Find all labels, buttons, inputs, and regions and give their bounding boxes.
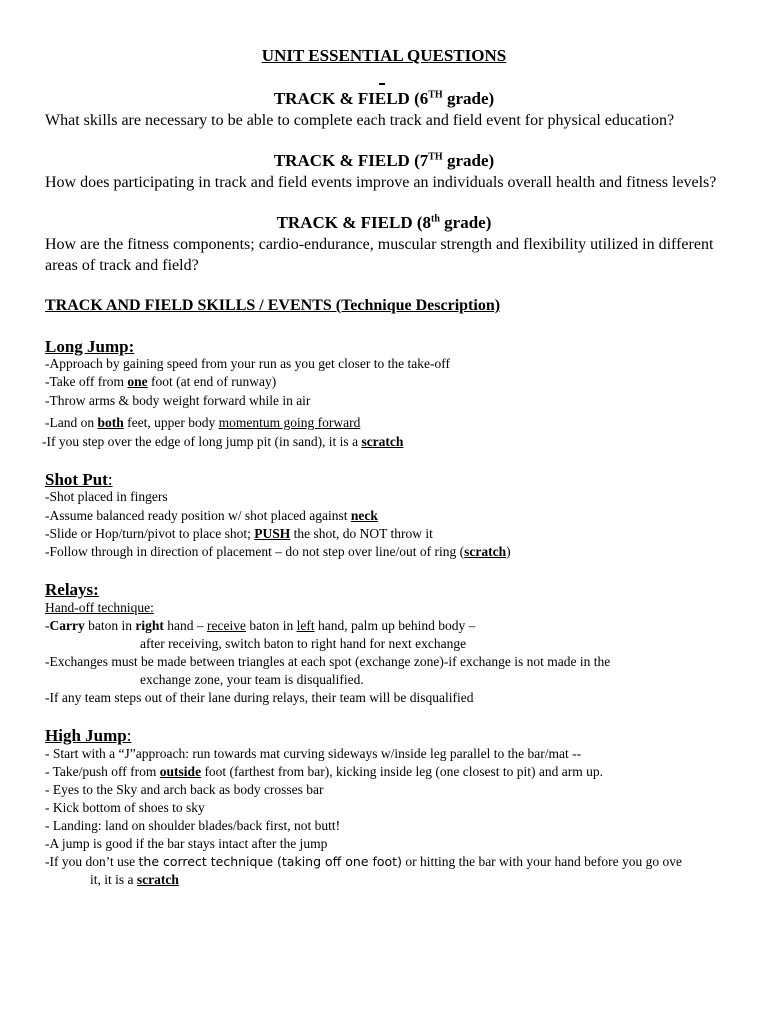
title-colon: : <box>126 726 132 745</box>
grade-7-question: How does participating in track and field events improve an individuals overall health and fitness levels? <box>45 174 717 191</box>
text-segment: foot (farthest from bar), kicking inside leg (one closest to pit) and arm up. <box>201 764 603 779</box>
skills-section-title: TRACK AND FIELD SKILLS / EVENTS (Technique Description) <box>45 297 501 314</box>
text-segment: -Follow through in direction of placement – do not step over line/out of ring ( <box>45 544 465 559</box>
relays-line-5: -If any team steps out of their lane during relays, their team will be disqualified <box>45 690 474 705</box>
shot-put-title <box>45 470 113 490</box>
text-segment: feet, upper body <box>123 415 219 430</box>
grade-6-heading-suffix: grade) <box>442 89 495 108</box>
grade-8-heading-suffix: grade) <box>439 213 492 232</box>
emphasis-text: scratch <box>464 544 507 559</box>
shot-put-line-4 <box>45 543 511 561</box>
text-segment: - Take/push off from <box>45 764 160 779</box>
underlined-text: left <box>296 618 315 633</box>
text-segment: -If you step over the edge of long jump pit (in sand), it is a <box>42 434 362 449</box>
text-segment: it, it is a <box>90 872 137 887</box>
emphasis-text: scratch <box>361 434 404 449</box>
text-segment: baton in <box>84 618 136 633</box>
shot-put-line-2 <box>45 507 378 525</box>
relays-subtitle: Hand-off technique: <box>45 600 154 615</box>
high-jump-title <box>45 726 131 746</box>
text-segment: -Assume balanced ready position w/ shot placed against <box>45 508 351 523</box>
relays-title: Relays: <box>45 580 99 599</box>
high-jump-line-6: -A jump is good if the bar stays intact after the jump <box>45 836 328 851</box>
bold-text: right <box>135 618 164 633</box>
long-jump-line-2 <box>45 373 276 391</box>
text-segment: ) <box>506 544 511 559</box>
high-jump-line-8 <box>90 871 179 889</box>
text-segment: baton in <box>245 618 297 633</box>
high-jump-line-5: - Landing: land on shoulder blades/back first, not butt! <box>45 818 341 833</box>
stray-mark <box>379 83 385 85</box>
grade-6-heading <box>0 89 768 109</box>
relays-line-3: -Exchanges must be made between triangles at each spot (exchange zone)-if exchange is not made in the <box>45 654 611 669</box>
high-jump-line-3: - Eyes to the Sky and arch back as body crosses bar <box>45 782 324 797</box>
underlined-text: receive <box>206 618 246 633</box>
grade-8-heading-sup: th <box>431 213 440 225</box>
emphasis-text: outside <box>159 764 202 779</box>
text-segment: or hitting the bar with your hand before you go ove <box>401 854 683 869</box>
relays-line-2: after receiving, switch baton to right hand for next exchange <box>140 636 467 651</box>
page-title: UNIT ESSENTIAL QUESTIONS <box>261 46 507 65</box>
emphasis-text: scratch <box>136 872 179 887</box>
text-segment: -Slide or Hop/turn/pivot to place shot; <box>45 526 255 541</box>
text-segment: -If you don’t use <box>45 854 139 869</box>
text-segment: the shot, do NOT throw it <box>290 526 433 541</box>
grade-7-heading-text: TRACK & FIELD (7 <box>273 151 429 170</box>
relays-line-1 <box>45 617 475 635</box>
title-colon: : <box>107 470 113 489</box>
emphasis-text: one <box>127 374 148 389</box>
emphasis-text: neck <box>350 508 378 523</box>
emphasis-text: both <box>97 415 124 430</box>
high-jump-line-4: - Kick bottom of shoes to sky <box>45 800 205 815</box>
grade-6-heading-sup: TH <box>428 89 443 101</box>
grade-6-question: What skills are necessary to be able to complete each track and field event for physical education? <box>45 112 675 129</box>
high-jump-title-text: High Jump <box>45 726 127 745</box>
relays-line-4: exchange zone, your team is disqualified. <box>140 672 364 687</box>
text-segment: -Take off from <box>45 374 128 389</box>
grade-8-heading <box>0 213 768 233</box>
long-jump-line-4 <box>45 414 360 432</box>
high-jump-line-1: - Start with a “J”approach: run towards mat curving sideways w/inside leg parallel to the bar/mat -- <box>45 746 582 761</box>
high-jump-line-2 <box>45 763 603 781</box>
bold-text: Carry <box>49 618 85 633</box>
grade-8-question: How are the fitness components; cardio-endurance, muscular strength and flexibility utilized in different areas of track and field? <box>45 236 714 274</box>
grade-6-heading-text: TRACK & FIELD (6 <box>273 89 429 108</box>
emphasis-text: PUSH <box>254 526 291 541</box>
shot-put-line-3 <box>45 525 433 543</box>
high-jump-line-7 <box>45 853 682 871</box>
long-jump-line-3: -Throw arms & body weight forward while in air <box>45 393 311 408</box>
long-jump-title: Long Jump: <box>45 337 135 356</box>
text-segment: hand, palm up behind body – <box>314 618 476 633</box>
grade-7-heading <box>0 151 768 171</box>
long-jump-line-1: -Approach by gaining speed from your run as you get closer to the take-off <box>45 356 451 371</box>
grade-7-heading-sup: TH <box>428 151 443 163</box>
underlined-text: momentum going forward <box>218 415 361 430</box>
shot-put-title-text: Shot Put <box>45 470 108 489</box>
grade-7-heading-suffix: grade) <box>442 151 495 170</box>
long-jump-line-5 <box>42 433 403 451</box>
text-segment: hand – <box>163 618 207 633</box>
grade-8-heading-text: TRACK & FIELD (8 <box>276 213 432 232</box>
text-segment: foot (at end of runway) <box>147 374 277 389</box>
shot-put-line-1: -Shot placed in fingers <box>45 489 168 504</box>
sans-text-segment: the correct technique (taking off one foot) <box>138 854 402 869</box>
text-segment: -Land on <box>45 415 98 430</box>
text-segment: - <box>45 618 50 633</box>
